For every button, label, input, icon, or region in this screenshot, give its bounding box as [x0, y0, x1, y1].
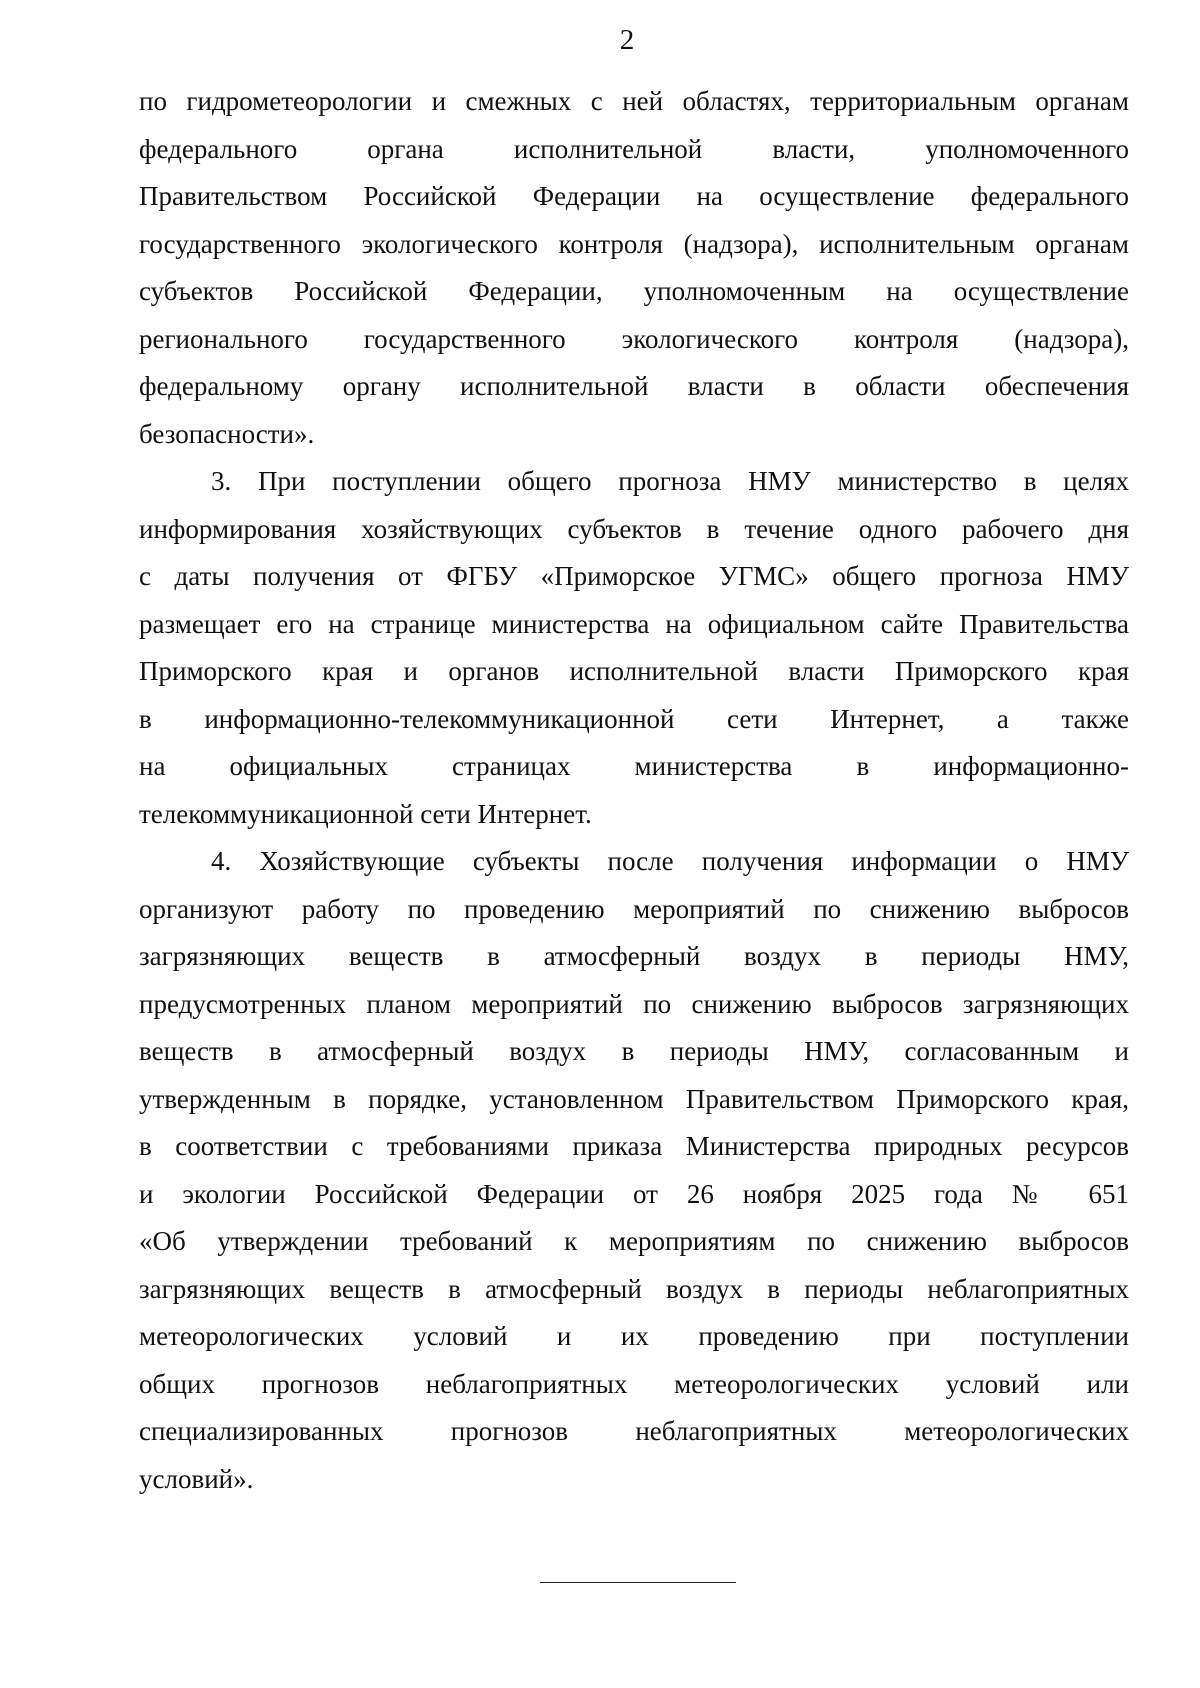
paragraph-continuation [139, 78, 1129, 458]
text-line: в информационно-телекоммуникационной сети Интернет, а также [139, 703, 1129, 734]
text-line: регионального государственного экологического контроля (надзора), [139, 323, 1129, 354]
text-line: размещает его на странице министерства на официальном сайте Правительства [139, 608, 1129, 639]
text-line: 3. При поступлении общего прогноза НМУ министерство в целях [211, 466, 1129, 496]
text-line: организуют работу по проведению мероприятий по снижению выбросов [139, 893, 1129, 924]
text-line: Правительством Российской Федерации на осуществление федерального [139, 181, 1129, 211]
paragraph-item-3 [139, 458, 1129, 838]
text-line: 4. Хозяйствующие субъекты после получения информации о НМУ [211, 846, 1129, 876]
text-line: по гидрометеорологии и смежных с ней областях, территориальным органам [139, 86, 1129, 116]
text-line: субъектов Российской Федерации, уполномоченным на осуществление [139, 276, 1129, 306]
text-line: с даты получения от ФГБУ «Приморское УГМС» общего прогноза НМУ [139, 561, 1129, 591]
text-line: безопасности». [139, 418, 315, 449]
text-line: загрязняющих веществ в атмосферный воздух в периоды НМУ, [139, 941, 1129, 971]
text-line: метеорологических условий и их проведению при поступлении [139, 1321, 1129, 1351]
text-line: «Об утверждении требований к мероприятиям по снижению выбросов [139, 1226, 1129, 1256]
text-line: государственного экологического контроля (надзора), исполнительным органам [139, 228, 1129, 259]
text-line: федерального органа исполнительной власти, уполномоченного [139, 133, 1129, 164]
document-body [139, 78, 1129, 1503]
text-line: на официальных страницах министерства в информационно- [139, 751, 1129, 781]
page-number: 2 [619, 24, 635, 56]
text-line: специализированных прогнозов неблагоприятных метеорологических [139, 1416, 1129, 1446]
text-line: условий». [139, 1463, 254, 1494]
text-line: общих прогнозов неблагоприятных метеорологических условий или [139, 1368, 1129, 1399]
text-line: предусмотренных планом мероприятий по снижению выбросов загрязняющих [139, 988, 1129, 1019]
text-line: телекоммуникационной сети Интернет. [139, 798, 592, 829]
text-line: утвержденным в порядке, установленном Правительством Приморского края, [139, 1083, 1129, 1114]
text-line: федеральному органу исполнительной власти в области обеспечения [139, 371, 1129, 401]
text-line: загрязняющих веществ в атмосферный воздух в периоды неблагоприятных [139, 1273, 1129, 1304]
text-line: Приморского края и органов исполнительной власти Приморского края [139, 656, 1129, 686]
end-of-document-rule [540, 1582, 736, 1583]
paragraph-item-4 [139, 838, 1129, 1503]
text-line: в соответствии с требованиями приказа Министерства природных ресурсов [139, 1131, 1129, 1161]
text-line: и экологии Российской Федерации от 26 ноября 2025 года № 651 [139, 1178, 1129, 1209]
text-line: информирования хозяйствующих субъектов в течение одного рабочего дня [139, 513, 1129, 544]
text-line: веществ в атмосферный воздух в периоды НМУ, согласованным и [139, 1036, 1129, 1066]
